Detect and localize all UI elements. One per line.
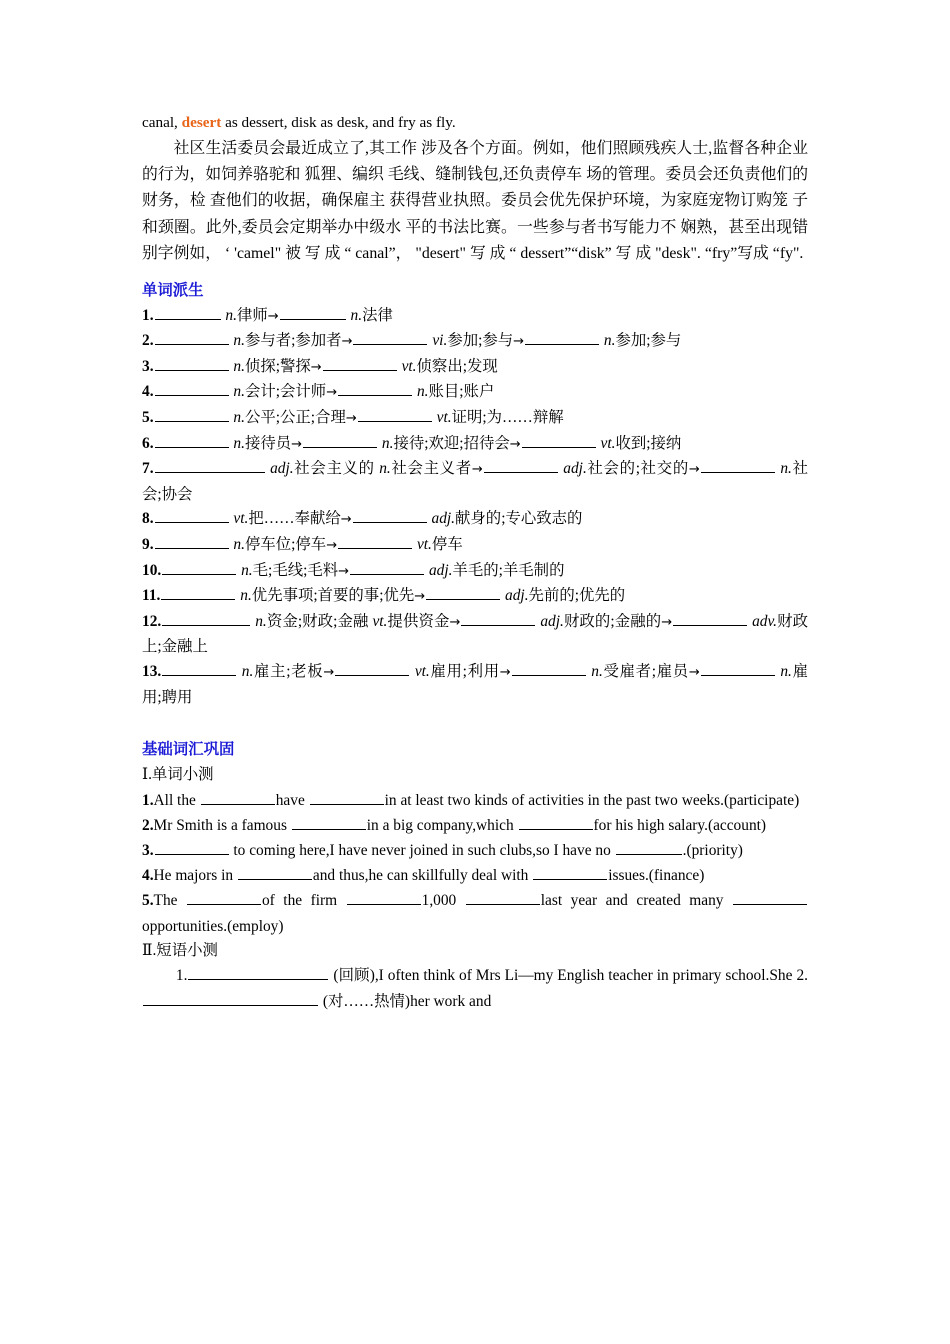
derivation-item bbox=[142, 559, 808, 585]
fill-in-blank[interactable] bbox=[519, 814, 593, 830]
definition-text: 停车 bbox=[431, 535, 463, 553]
definition-text: 律师 bbox=[236, 306, 268, 324]
hint-text: (对……热情) bbox=[319, 992, 411, 1010]
part-of-speech: n. bbox=[416, 383, 429, 401]
sentence-text: The bbox=[153, 892, 186, 910]
arrow-icon: → bbox=[661, 614, 673, 630]
phrase-test-item bbox=[142, 963, 808, 1013]
definition-text: 提供资金 bbox=[387, 612, 450, 630]
derivation-item bbox=[142, 507, 808, 533]
sentence-text: of the firm bbox=[261, 892, 346, 910]
fill-in-blank[interactable] bbox=[187, 890, 261, 906]
part-of-speech: vt. bbox=[401, 357, 417, 375]
subheading-phrase-test: Ⅱ.短语小测 bbox=[142, 941, 218, 959]
part-of-speech: n. bbox=[241, 662, 254, 680]
definition-text: 会计;会计师 bbox=[244, 383, 327, 401]
arrow-icon: → bbox=[688, 462, 700, 478]
arrow-icon: → bbox=[449, 614, 461, 630]
arrow-icon: → bbox=[340, 512, 352, 528]
fill-in-blank[interactable] bbox=[155, 839, 229, 855]
chinese-paragraph: 社区生活委员会最近成立了,其工作 涉及各个方面。例如，他们照顾残疾人士,监督各种企业的行为，如饲养骆驼和 狐狸、编织 毛线、缝制钱包,还负责停车 场的管理。委员会还负责他们的财务，检 查他们的收据，确保雇主 获得营业执照。委员会优先保护环境，为家庭宠物订购笼 子和颈圈。此外,委员会定期举办中级水 平的书法比赛。一些参与者书写能力不 娴熟，甚至出现错别字例如， ‘ 'camel" 被 写 成 “ canal”， "desert" 写 成 “ dessert”“disk” 写 成 "desk". “fry”写成 “fy". bbox=[142, 139, 808, 263]
part-of-speech: vt. bbox=[600, 434, 616, 452]
item-number: 7. bbox=[142, 460, 154, 478]
sentence-text: in a big company,which bbox=[366, 816, 518, 834]
definition-text: 雇主;老板 bbox=[253, 662, 324, 680]
part-of-speech: n. bbox=[780, 460, 792, 478]
item-number: 1. bbox=[142, 791, 154, 809]
sentence-text: to coming here,I have never joined in such clubs,so I have no bbox=[229, 842, 615, 860]
sentence-text: He majors in bbox=[153, 867, 237, 885]
intro-text-after: as dessert, disk as desk, and fry as fly. bbox=[221, 114, 456, 131]
word-test-item bbox=[142, 788, 808, 813]
item-number: 9. bbox=[142, 535, 154, 553]
fill-in-blank[interactable] bbox=[162, 610, 250, 626]
definition-text: 参加;参与 bbox=[447, 332, 514, 350]
hint-text: (回顾) bbox=[329, 967, 375, 985]
sentence-text: for his high salary.(account) bbox=[593, 816, 767, 834]
arrow-icon: → bbox=[499, 664, 511, 680]
word-test-list bbox=[142, 788, 808, 939]
fill-in-blank[interactable] bbox=[310, 789, 384, 805]
fill-in-blank[interactable] bbox=[155, 432, 229, 448]
fill-in-blank[interactable] bbox=[201, 789, 275, 805]
sentence-text: her work and bbox=[410, 992, 492, 1010]
derivation-item bbox=[142, 584, 808, 610]
fill-in-blank[interactable] bbox=[280, 304, 346, 320]
fill-in-blank[interactable] bbox=[143, 990, 318, 1006]
section-heading-basic-vocab: 基础词汇巩固 bbox=[142, 741, 235, 759]
derivation-item bbox=[142, 380, 808, 406]
part-of-speech: adj. bbox=[540, 612, 564, 630]
definition-text: 社会;协会 bbox=[142, 460, 808, 503]
sentence-text: issues.(finance) bbox=[608, 867, 705, 885]
fill-in-blank[interactable] bbox=[155, 508, 229, 524]
part-of-speech: n. bbox=[225, 306, 237, 324]
derivation-item bbox=[142, 610, 808, 660]
word-test-item bbox=[142, 813, 808, 838]
item-number: 4. bbox=[142, 867, 154, 885]
part-of-speech: n. bbox=[240, 587, 252, 605]
definition-text: 受雇者;雇员 bbox=[602, 662, 689, 680]
arrow-icon: → bbox=[267, 308, 279, 324]
arrow-icon: → bbox=[338, 563, 350, 579]
intro-text-before: canal, bbox=[142, 114, 182, 131]
derivation-item bbox=[142, 457, 808, 507]
fill-in-blank[interactable] bbox=[353, 330, 427, 346]
fill-in-blank[interactable] bbox=[292, 814, 366, 830]
definition-text: 侦察出;发现 bbox=[416, 357, 498, 375]
fill-in-blank[interactable] bbox=[616, 839, 682, 855]
item-number: 5. bbox=[142, 892, 154, 910]
item-number: 3. bbox=[142, 842, 154, 860]
definition-text: 献身的;专心致志的 bbox=[455, 510, 583, 528]
fill-in-blank[interactable] bbox=[701, 458, 775, 474]
fill-in-blank[interactable] bbox=[353, 508, 427, 524]
sentence-text: last year and created many bbox=[540, 892, 732, 910]
arrow-icon: → bbox=[471, 462, 483, 478]
part-of-speech: n. bbox=[241, 561, 253, 579]
definition-text: 收到;接纳 bbox=[615, 434, 682, 452]
arrow-icon: → bbox=[310, 359, 322, 375]
derivation-item bbox=[142, 432, 808, 458]
fill-in-blank[interactable] bbox=[522, 432, 596, 448]
part-of-speech: n. bbox=[603, 332, 616, 350]
part-of-speech: vi. bbox=[432, 332, 448, 350]
fill-in-blank[interactable] bbox=[162, 559, 236, 575]
definition-text: 停车位;停车 bbox=[244, 535, 327, 553]
sentence-text: .(priority) bbox=[682, 842, 743, 860]
derivation-item bbox=[142, 329, 808, 355]
fill-in-blank[interactable] bbox=[347, 890, 421, 906]
definition-text: 毛;毛线;毛料 bbox=[252, 561, 339, 579]
fill-in-blank[interactable] bbox=[525, 330, 599, 346]
fill-in-blank[interactable] bbox=[155, 458, 265, 474]
part-of-speech: vt. bbox=[414, 662, 430, 680]
fill-in-blank[interactable] bbox=[673, 610, 747, 626]
item-number: 12. bbox=[142, 612, 162, 630]
arrow-icon: → bbox=[291, 436, 303, 452]
part-of-speech: n. bbox=[780, 662, 792, 680]
word-test-item bbox=[142, 838, 808, 863]
fill-in-blank[interactable] bbox=[484, 458, 558, 474]
sentence-text: and thus,he can skillfully deal with bbox=[312, 867, 533, 885]
item-number: 2. bbox=[796, 967, 808, 985]
definition-text: 参与者;参加者 bbox=[244, 332, 342, 350]
derivation-item bbox=[142, 406, 808, 432]
derivation-item bbox=[142, 660, 808, 710]
arrow-icon: → bbox=[513, 334, 525, 350]
fill-in-blank[interactable] bbox=[512, 660, 586, 676]
fill-in-blank[interactable] bbox=[188, 965, 328, 981]
part-of-speech: n. bbox=[350, 306, 363, 324]
highlight-word-desert: desert bbox=[181, 114, 222, 131]
arrow-icon: → bbox=[345, 411, 357, 426]
part-of-speech: n. bbox=[233, 383, 245, 401]
definition-text: 雇用;利用 bbox=[429, 662, 500, 680]
part-of-speech: n. bbox=[591, 662, 603, 680]
sentence-text: 1,000 bbox=[421, 892, 465, 910]
fill-in-blank[interactable] bbox=[155, 304, 221, 320]
intro-english-line bbox=[142, 110, 808, 136]
definition-text: 社会主义的 bbox=[293, 460, 375, 478]
fill-in-blank[interactable] bbox=[533, 865, 607, 881]
definition-text: 接待员 bbox=[244, 434, 292, 452]
item-number: 6. bbox=[142, 434, 154, 452]
section-heading-word-derivation: 单词派生 bbox=[142, 281, 204, 299]
item-number: 1. bbox=[175, 967, 188, 985]
fill-in-blank[interactable] bbox=[162, 660, 236, 676]
item-number: 1. bbox=[142, 306, 154, 324]
part-of-speech: n. bbox=[233, 535, 245, 553]
fill-in-blank[interactable] bbox=[155, 533, 229, 549]
part-of-speech: adj. bbox=[431, 510, 456, 528]
fill-in-blank[interactable] bbox=[466, 890, 540, 906]
item-number: 3. bbox=[142, 357, 154, 375]
definition-text: 接待;欢迎;招待会 bbox=[393, 434, 510, 452]
definition-text: 财政上;金融上 bbox=[142, 612, 808, 656]
part-of-speech: vt. bbox=[436, 409, 452, 426]
part-of-speech: n. bbox=[255, 612, 267, 630]
fill-in-blank[interactable] bbox=[358, 406, 432, 422]
part-of-speech: adv. bbox=[752, 612, 778, 630]
part-of-speech: vt. bbox=[416, 535, 432, 553]
part-of-speech: adj. bbox=[563, 460, 587, 478]
part-of-speech: adj. bbox=[505, 587, 529, 605]
item-number: 10. bbox=[142, 561, 162, 579]
fill-in-blank[interactable] bbox=[733, 890, 807, 906]
definition-text: 优先事项;首要的事;优先 bbox=[251, 587, 415, 605]
arrow-icon: → bbox=[688, 664, 700, 680]
definition-text: 账目;账户 bbox=[428, 383, 495, 401]
arrow-icon: → bbox=[326, 385, 338, 401]
arrow-icon: → bbox=[326, 537, 338, 553]
definition-text: 把……奉献给 bbox=[248, 510, 341, 528]
derivation-item bbox=[142, 533, 808, 559]
word-derivation-list bbox=[142, 304, 808, 711]
part-of-speech: n. bbox=[233, 434, 245, 452]
document-page bbox=[142, 110, 808, 1014]
fill-in-blank[interactable] bbox=[338, 533, 412, 549]
fill-in-blank[interactable] bbox=[303, 432, 377, 448]
item-number: 4. bbox=[142, 383, 154, 401]
fill-in-blank[interactable] bbox=[350, 559, 424, 575]
sentence-text: opportunities.(employ) bbox=[142, 917, 284, 935]
definition-text: 羊毛的;羊毛制的 bbox=[452, 561, 565, 579]
definition-text: 侦探;警探 bbox=[244, 357, 311, 375]
fill-in-blank[interactable] bbox=[426, 585, 500, 601]
fill-in-blank[interactable] bbox=[338, 381, 412, 397]
part-of-speech: vt. bbox=[372, 612, 388, 630]
part-of-speech: adj. bbox=[428, 561, 453, 579]
part-of-speech: vt. bbox=[233, 510, 249, 528]
part-of-speech: n. bbox=[381, 434, 394, 452]
derivation-item bbox=[142, 355, 808, 381]
item-number: 5. bbox=[142, 409, 154, 426]
definition-text: 法律 bbox=[362, 306, 393, 324]
item-number: 2. bbox=[142, 816, 154, 834]
part-of-speech: n. bbox=[233, 332, 245, 350]
sentence-text: in at least two kinds of activities in the past two weeks.(participate) bbox=[384, 791, 800, 809]
fill-in-blank[interactable] bbox=[238, 865, 312, 881]
definition-text: 财政的;金融的 bbox=[563, 612, 662, 630]
part-of-speech: n. bbox=[379, 460, 391, 478]
fill-in-blank[interactable] bbox=[155, 330, 229, 346]
fill-in-blank[interactable] bbox=[461, 610, 535, 626]
definition-text: 社会主义者 bbox=[390, 460, 472, 478]
item-number: 13. bbox=[142, 662, 162, 680]
definition-text: 社会的;社交的 bbox=[586, 460, 689, 478]
derivation-item bbox=[142, 304, 808, 330]
arrow-icon: → bbox=[341, 334, 353, 350]
word-test-item bbox=[142, 863, 808, 888]
fill-in-blank[interactable] bbox=[701, 660, 775, 676]
item-number: 2. bbox=[142, 332, 154, 350]
sentence-text: Mr Smith is a famous bbox=[153, 816, 291, 834]
definition-text: 证明;为……辩解 bbox=[451, 409, 564, 426]
sentence-text: All the bbox=[153, 791, 200, 809]
fill-in-blank[interactable] bbox=[323, 355, 397, 371]
fill-in-blank[interactable] bbox=[155, 406, 229, 422]
definition-text: 资金;财政;金融 bbox=[266, 612, 369, 630]
definition-text: 雇用;聘用 bbox=[142, 662, 808, 706]
fill-in-blank[interactable] bbox=[155, 381, 229, 397]
arrow-icon: → bbox=[414, 589, 426, 605]
part-of-speech: n. bbox=[233, 409, 245, 426]
definition-text: 公平;公正;合理 bbox=[244, 409, 346, 426]
fill-in-blank[interactable] bbox=[161, 585, 235, 601]
word-test-item bbox=[142, 888, 808, 938]
sentence-text: ,I often think of Mrs Li—my English teacher in primary school.She bbox=[374, 967, 797, 985]
arrow-icon: → bbox=[509, 436, 521, 452]
fill-in-blank[interactable] bbox=[335, 660, 409, 676]
fill-in-blank[interactable] bbox=[155, 355, 229, 371]
subheading-word-test: Ⅰ.单词小测 bbox=[142, 766, 214, 784]
sentence-text: have bbox=[275, 791, 309, 809]
item-number: 8. bbox=[142, 510, 154, 528]
definition-text: 参加;参与 bbox=[615, 332, 682, 350]
part-of-speech: n. bbox=[233, 357, 245, 375]
item-number: 11. bbox=[142, 587, 161, 605]
arrow-icon: → bbox=[323, 664, 335, 680]
part-of-speech: adj. bbox=[270, 460, 294, 478]
definition-text: 先前的;优先的 bbox=[528, 587, 626, 605]
